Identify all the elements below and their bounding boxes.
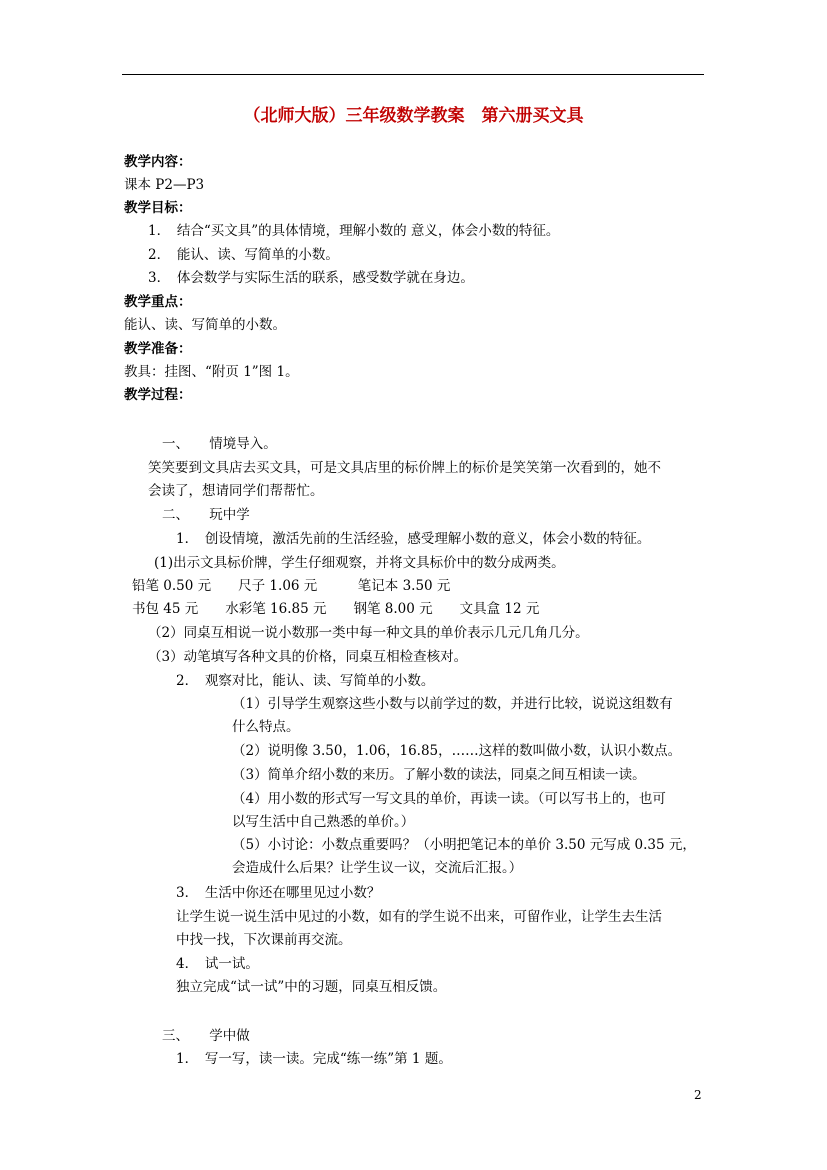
content-heading: 教学内容： [124, 154, 192, 170]
list-item: 2． 观察对比，能认、读、写简单的小数。 [176, 673, 435, 689]
list-item: （2）同桌互相说一说小数那一类中每一种文具的单价表示几元几角几分。 [148, 625, 589, 641]
header-rule [122, 74, 704, 75]
list-item: (1)出示文具标价牌，学生仔细观察，并将文具标价中的数分成两类。 [154, 555, 565, 571]
price-list: 书包 45 元 水彩笔 16.85 元 钢笔 8.00 元 文具盒 12 元 [132, 601, 540, 617]
section-heading: 一、 情境导入。 [162, 436, 277, 452]
list-item: （3）动笔填写各种文具的价格，同桌互相检查核对。 [148, 649, 468, 665]
prep-heading: 教学准备： [124, 341, 192, 357]
document-title: （北师大版）三年级数学教案 第六册买文具 [243, 106, 584, 126]
focus-text: 能认、读、写简单的小数。 [124, 317, 286, 333]
page-number: 2 [694, 1088, 702, 1102]
paragraph-line: 什么特点。 [232, 719, 300, 735]
goal-item: 2． 能认、读、写简单的小数。 [148, 247, 339, 263]
goal-item: 3． 体会数学与实际生活的联系，感受数学就在身边。 [148, 270, 474, 286]
paragraph-line: 会读了，想请同学们帮帮忙。 [148, 483, 324, 499]
paragraph-line: 以写生活中自己熟悉的单价。） [232, 814, 415, 830]
price-list: 铅笔 0.50 元 尺子 1.06 元 笔记本 3.50 元 [132, 578, 451, 594]
goal-item: 1． 结合“买文具”的具体情境，理解小数的 意义，体会小数的特征。 [148, 223, 560, 239]
list-item: 1． 写一写，读一读。完成“练一练”第 1 题。 [176, 1051, 452, 1067]
paragraph-line: 会造成什么后果？让学生议一议，交流后汇报。） [232, 860, 523, 876]
list-item: （5）小讨论：小数点重要吗？（小明把笔记本的单价 3.50 元写成 0.35 元， [232, 837, 696, 853]
goals-heading: 教学目标： [124, 200, 192, 216]
prep-text: 教具：挂图、“附页 1”图 1。 [124, 364, 299, 380]
list-item: 3． 生活中你还在哪里见过小数？ [176, 885, 381, 901]
focus-heading: 教学重点： [124, 294, 192, 310]
section-heading: 三、 学中做 [162, 1028, 250, 1044]
section-heading: 二、 玩中学 [162, 507, 250, 523]
paragraph-line: 让学生说一说生活中见过的小数，如有的学生说不出来，可留作业，让学生去生活 [176, 909, 662, 925]
list-item: （1）引导学生观察这些小数与以前学过的数，并进行比较，说说这组数有 [232, 696, 673, 712]
process-heading: 教学过程： [124, 387, 192, 403]
list-item: 4． 试一试。 [176, 956, 259, 972]
paragraph-line: 独立完成“试一试”中的习题，同桌互相反馈。 [176, 979, 447, 995]
paragraph-line: 中找一找，下次课前再交流。 [176, 932, 352, 948]
list-item: （4）用小数的形式写一写文具的单价，再读一读。（可以写书上的，也可 [232, 791, 666, 807]
content-text: 课本 P2—P3 [124, 177, 205, 193]
paragraph-line: 笑笑要到文具店去买文具，可是文具店里的标价牌上的标价是笑笑第一次看到的，她不 [148, 460, 661, 476]
list-item: （2）说明像 3.50，1.06，16.85，……这样的数叫做小数，认识小数点。 [232, 743, 682, 759]
list-item: （3）简单介绍小数的来历。了解小数的读法，同桌之间互相读一读。 [232, 767, 646, 783]
list-item: 1． 创设情境，激活先前的生活经验，感受理解小数的意义，体会小数的特征。 [176, 531, 651, 547]
